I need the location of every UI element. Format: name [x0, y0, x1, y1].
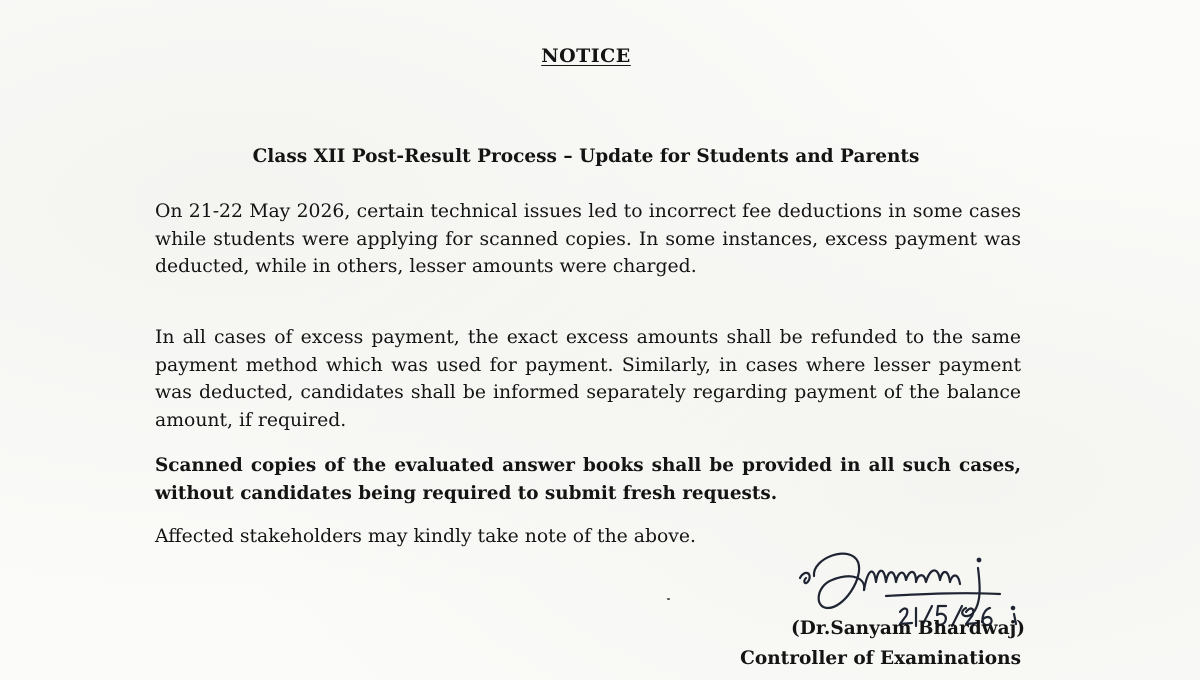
signatory-designation: Controller of Examinations	[740, 648, 1021, 669]
signatory-name: (Dr.Sanyam Bhardwaj)	[791, 618, 1025, 639]
paragraph-take-note: Affected stakeholders may kindly take note of the above.	[155, 526, 696, 547]
notice-subject: Class XII Post-Result Process – Update for Students and Parents	[252, 146, 920, 167]
paper-speck	[667, 598, 670, 600]
notice-heading: NOTICE	[541, 45, 631, 67]
paragraph-fee-issue: On 21-22 May 2026, certain technical issues led to incorrect fee deductions in some cases while students were applying for scanned copies. In some instances, excess payment was deducted, while in others, lesser amounts were charged.	[155, 201, 1021, 277]
paragraph-refund: In all cases of excess payment, the exact excess amounts shall be refunded to the same payment method which was used for payment. Similarly, in cases where lesser payment was deducted, candidates shall be informed separately regarding payment of the balance amount, if required.	[155, 327, 1021, 431]
paragraph-scanned-copies: Scanned copies of the evaluated answer books shall be provided in all such cases, without candidates being required to submit fresh requests.	[155, 455, 1021, 504]
